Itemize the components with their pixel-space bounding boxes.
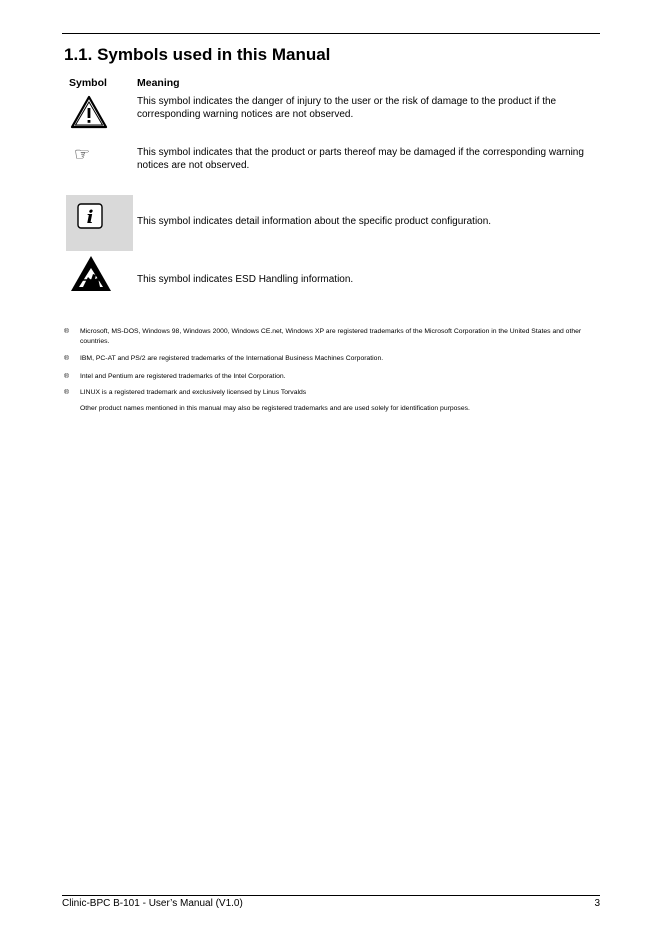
pointing-hand-icon: ☞ — [74, 144, 91, 164]
meaning-column-header: Meaning — [137, 77, 180, 89]
info-symbol-cell — [66, 195, 133, 251]
info-symbol-meaning: This symbol indicates detail information about the specific product configuration. — [137, 216, 492, 227]
esd-symbol-meaning: This symbol indicates ESD Handling information. — [137, 274, 354, 285]
warning-symbol-meaning: This symbol indicates the danger of injury to the user or the risk of damage to the product if the corresponding warning notices are not observed. — [137, 96, 557, 120]
footer-title: Clinic-BPC B-101 - User’s Manual (V1.0) — [62, 898, 243, 909]
trademark-microsoft: Microsoft, MS-DOS, Windows 98, Windows 2000, Windows CE.net, Windows XP are registered trademarks of the Microsoft Corporation in the United States and other countries. — [80, 328, 582, 345]
page-number: 3 — [594, 898, 600, 909]
page-title: 1.1. Symbols used in this Manual — [64, 45, 331, 64]
caution-symbol-meaning: This symbol indicates that the product or parts thereof may be damaged if the corresponding warning notices are not observed. — [137, 147, 584, 171]
trademark-note: Other product names mentioned in this manual may also be registered trademarks and are used solely for identification purposes. — [80, 405, 470, 412]
trademark-intel: Intel and Pentium are registered trademarks of the Intel Corporation. — [80, 373, 286, 380]
info-icon — [77, 203, 103, 229]
registered-mark: ® — [64, 355, 70, 362]
warning-triangle-icon — [70, 95, 108, 129]
trademark-ibm: IBM, PC-AT and PS/2 are registered trademarks of the International Business Machines Corporation. — [80, 355, 384, 362]
info-glyph: i — [86, 207, 94, 228]
symbol-column-header: Symbol — [69, 77, 107, 89]
registered-mark: ® — [64, 373, 70, 380]
esd-warning-icon — [69, 254, 113, 294]
trademark-linux: LINUX is a registered trademark and exclusively licensed by Linus Torvalds — [80, 389, 307, 396]
registered-mark: ® — [64, 389, 70, 396]
footer-rule — [62, 895, 600, 896]
header-rule — [62, 33, 600, 34]
registered-mark: ® — [64, 328, 70, 335]
